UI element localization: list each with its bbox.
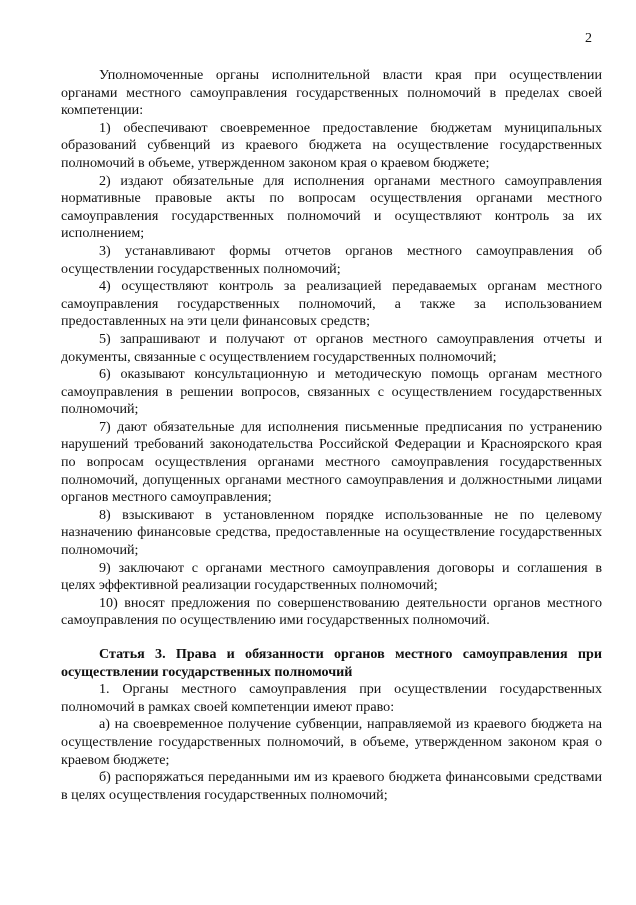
list-item: 7) дают обязательные для исполнения письменные предписания по устранению нарушений требований законодательства Российской Федерации и Красноярского края по вопросам осуществления органами местного самоуправления государственных полномочий, допущенных органами местного самоуправления и должностными лицами органов местного самоуправления; (61, 418, 602, 506)
list-item: 4) осуществляют контроль за реализацией передаваемых органам местного самоуправления государственных полномочий, а также за использованием предоставленных на эти цели финансовых средств; (61, 278, 602, 330)
paragraph: Уполномоченные органы исполнительной власти края при осуществлении органами местного самоуправления государственных полномочий в пределах своей компетенции: (61, 67, 602, 119)
list-item: 1) обеспечивают своевременное предоставление бюджетам муниципальных образований субвенций из краевого бюджета на осуществление государственных полномочий в объеме, утвержденном законом края о краевом бюджете; (61, 119, 602, 171)
list-item: 2) издают обязательные для исполнения органами местного самоуправления нормативные правовые акты по вопросам осуществления органами местного самоуправления государственных полномочий и осуществляют контроль за их исполнением; (61, 172, 602, 242)
document-body (61, 67, 602, 804)
page-number: 2 (585, 31, 592, 46)
list-item: 9) заключают с органами местного самоуправления договоры и соглашения в целях эффективной реализации государственных полномочий; (61, 559, 602, 594)
list-item: 3) устанавливают формы отчетов органов местного самоуправления об осуществлении государственных полномочий; (61, 242, 602, 277)
section-gap (61, 630, 602, 646)
list-item: б) распоряжаться переданными им из краевого бюджета финансовыми средствами в целях осуществления государственных полномочий; (61, 769, 602, 803)
list-item: 6) оказывают консультационную и методическую помощь органам местного самоуправления в решении вопросов, связанных с осуществлением государственных полномочий; (61, 366, 602, 418)
list-item: 10) вносят предложения по совершенствованию деятельности органов местного самоуправления по осуществлению ими государственных полномочий. (61, 594, 602, 629)
list-item: а) на своевременное получение субвенции, направляемой из краевого бюджета на осуществление государственных полномочий, в объеме, утвержденном законом края о краевом бюджете; (61, 716, 602, 768)
article-heading: Статья 3. Права и обязанности органов местного самоуправления при осуществлении государственных полномочий (61, 646, 602, 680)
list-item: 8) взыскивают в установленном порядке использованные не по целевому назначению финансовые средства, предоставленные на осуществление государственных полномочий; (61, 506, 602, 559)
list-item: 5) запрашивают и получают от органов местного самоуправления отчеты и документы, связанные с осуществлением государственных полномочий; (61, 330, 602, 365)
paragraph: 1. Органы местного самоуправления при осуществлении государственных полномочий в рамках своей компетенции имеют право: (61, 681, 602, 715)
